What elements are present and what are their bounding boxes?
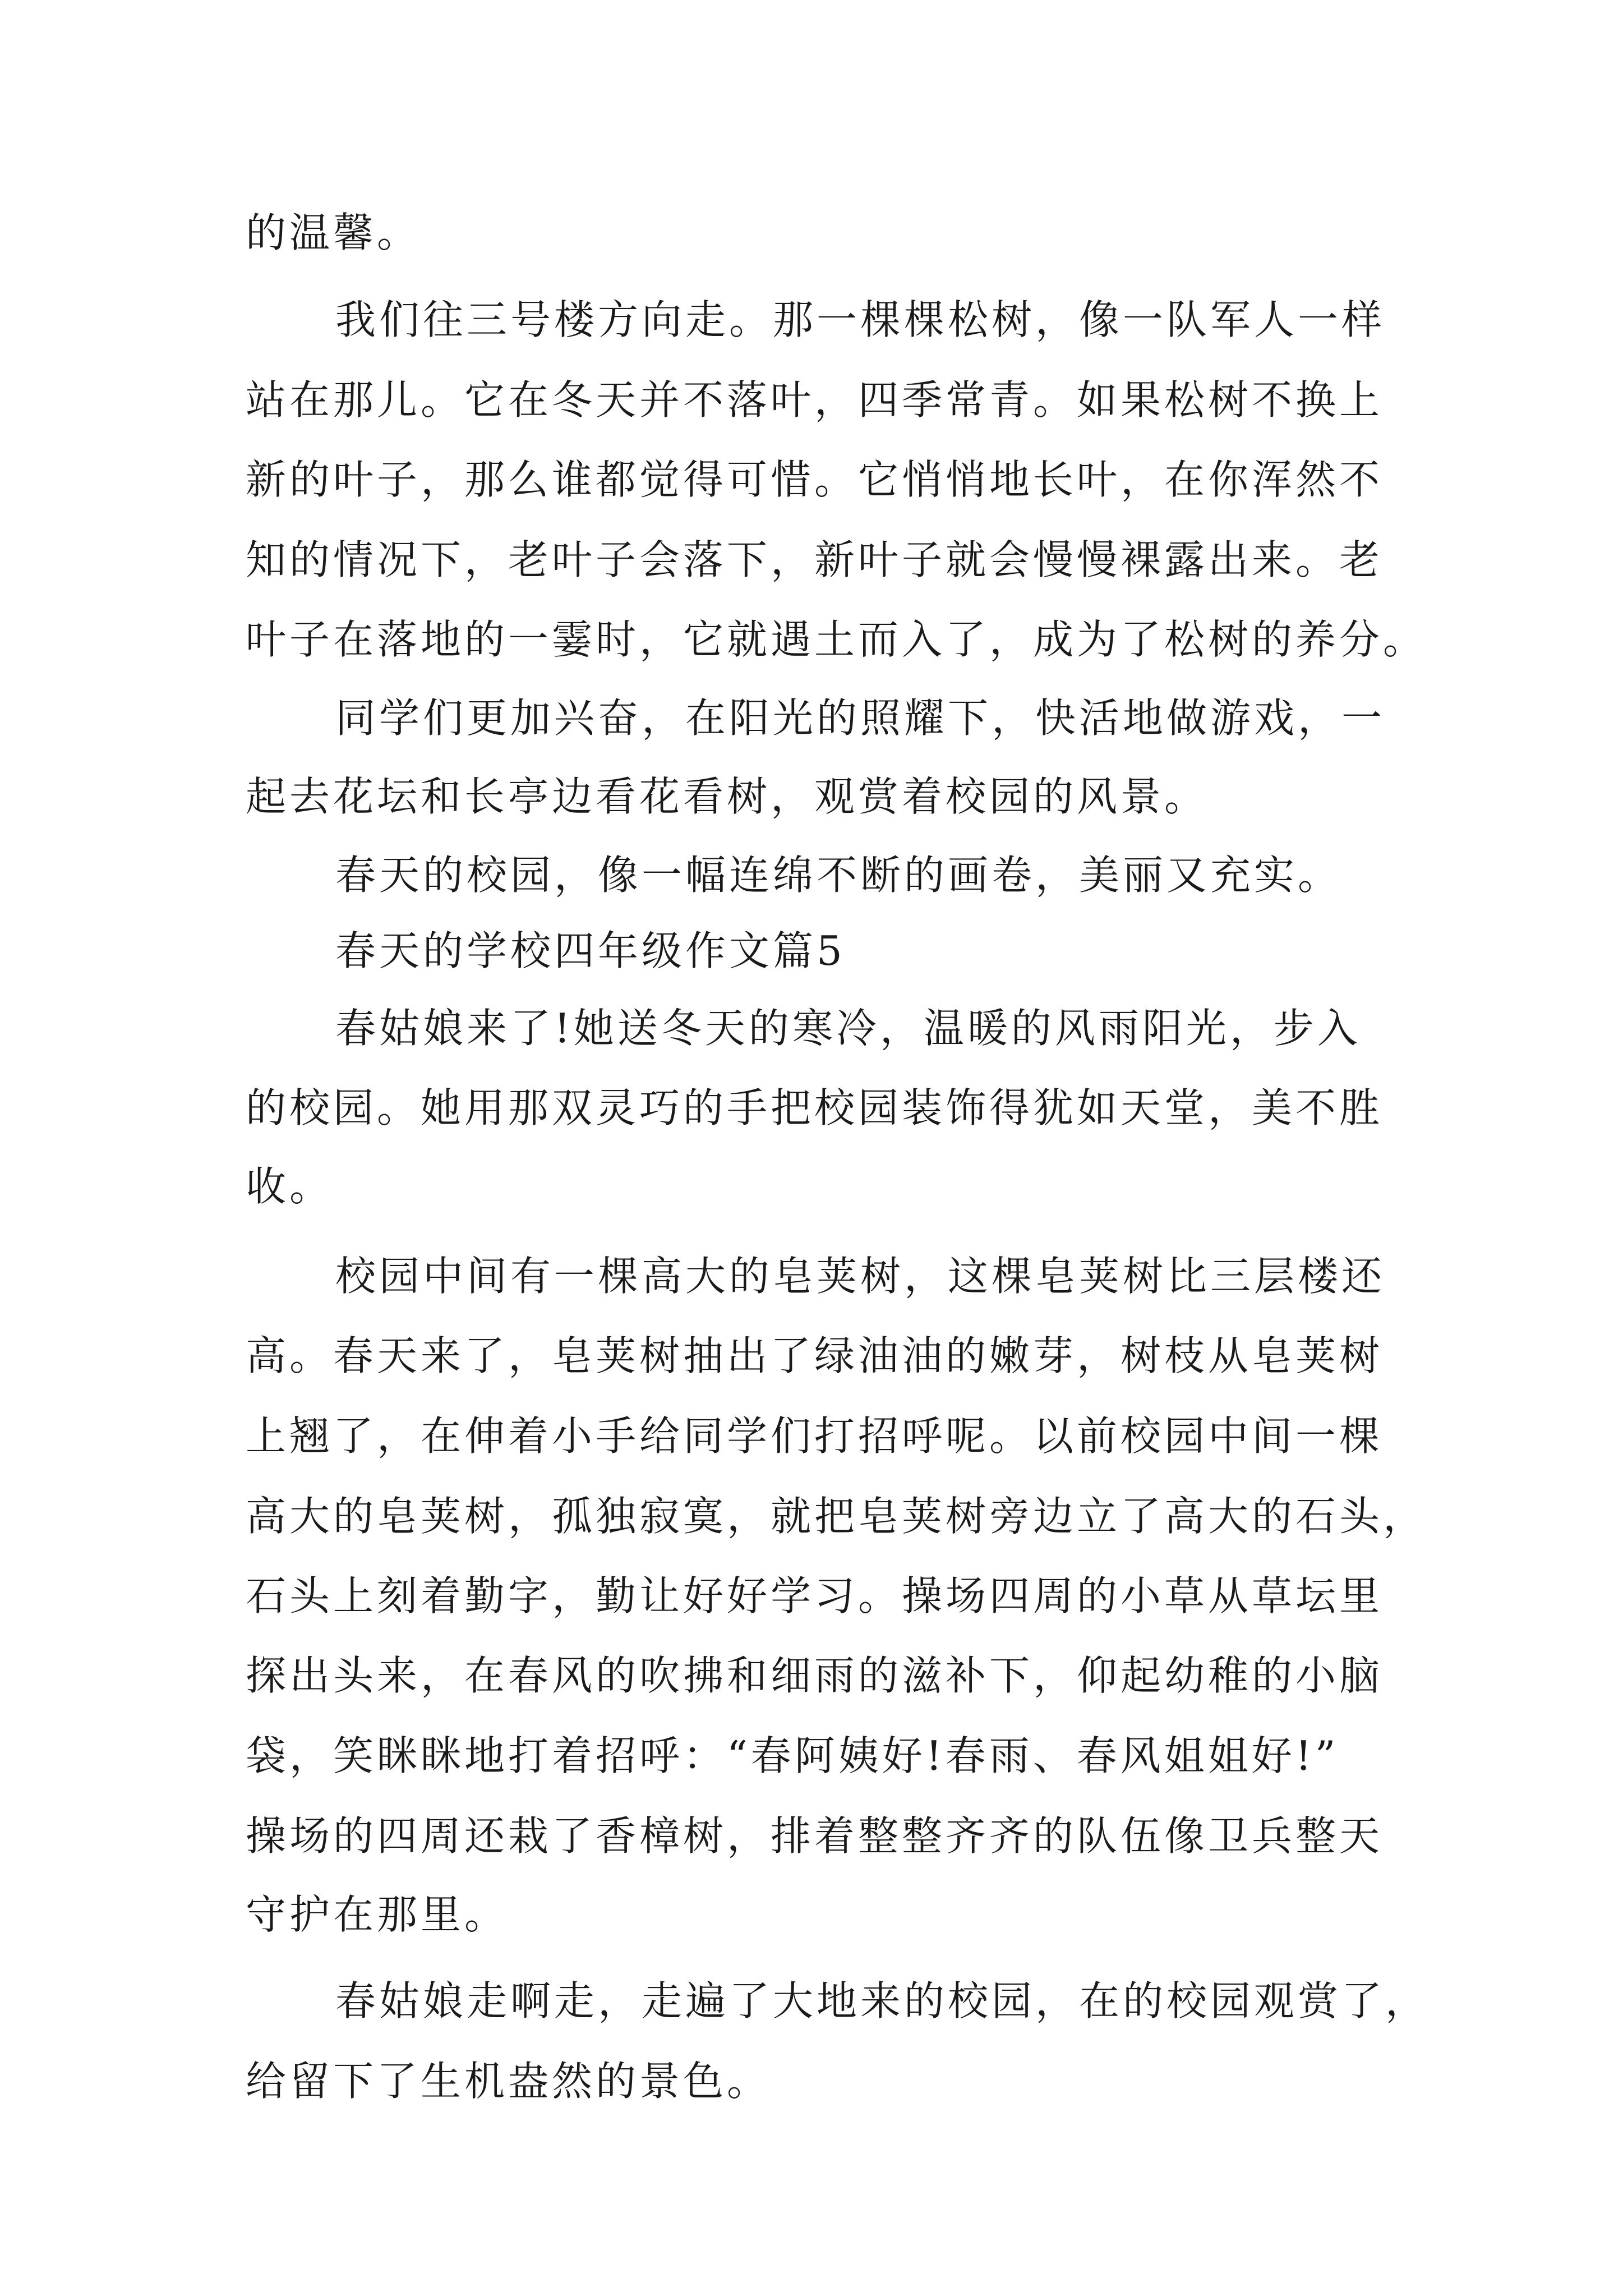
text-line-content: 的温馨。: [246, 209, 421, 256]
text-line: [0, 997, 1623, 1059]
text-line: [0, 1884, 1623, 1945]
text-line: [0, 449, 1623, 510]
text-line: [0, 1645, 1623, 1706]
text-line-content: 石头上刻着勤字，勤让好好学习。操场四周的小草从草坛里: [246, 1572, 1384, 1619]
section-heading: [0, 920, 1623, 982]
text-line: [0, 202, 1623, 264]
text-line: [0, 844, 1623, 906]
text-line: [0, 1156, 1623, 1217]
text-line: [0, 1077, 1623, 1139]
text-line-content: 高大的皂荚树，孤独寂寞，就把皂荚树旁边立了高大的石头，: [246, 1493, 1427, 1540]
section-heading-text: 春天的学校四年级作文篇5: [335, 927, 846, 974]
text-line: [0, 529, 1623, 591]
text-line-content: 春天的校园，像一幅连绵不断的画卷，美丽又充实。: [335, 852, 1342, 899]
text-line-content: 站在那儿。它在冬天并不落叶，四季常青。如果松树不换上: [246, 376, 1384, 424]
text-line-content: 春姑娘来了!她送冬天的寒冷，温暖的风雨阳光，步入: [335, 1005, 1361, 1052]
text-line-content: 操场的四周还栽了香樟树，排着整整齐齐的队伍像卫兵整天: [246, 1812, 1384, 1860]
text-line-content: 新的叶子，那么谁都觉得可惜。它悄悄地长叶，在你浑然不: [246, 456, 1384, 503]
text-line-content: 上翘了，在伸着小手给同学们打招呼呢。以前校园中间一棵: [246, 1412, 1384, 1460]
text-line-content: 起去花坛和长亭边看花看树，观赏着校园的风景。: [246, 773, 1209, 820]
text-line: [0, 687, 1623, 749]
text-line-content: 春姑娘走啊走，走遍了大地来的校园，在的校园观赏了，: [335, 1977, 1430, 2024]
text-line-content: 收。: [246, 1163, 334, 1210]
text-line-content: 探出头来，在春风的吹拂和细雨的滋补下，仰起幼稚的小脑: [246, 1652, 1384, 1699]
text-line: [0, 766, 1623, 827]
text-line: [0, 1725, 1623, 1787]
text-line: [0, 2050, 1623, 2112]
text-line: [0, 369, 1623, 431]
text-line-content: 我们往三号楼方向走。那一棵棵松树，像一队军人一样: [335, 296, 1386, 343]
text-line: [0, 1245, 1623, 1307]
text-line-content: 的校园。她用那双灵巧的手把校园装饰得犹如天堂，美不胜: [246, 1084, 1384, 1131]
text-line-content: 袋，笑眯眯地打着招呼：“春阿姨好!春雨、春风姐姐好!”: [246, 1732, 1339, 1779]
text-line: [0, 1325, 1623, 1387]
text-line-content: 守护在那里。: [246, 1891, 509, 1938]
text-line: [0, 1565, 1623, 1627]
text-line-content: 叶子在落地的一霎时，它就遇土而入了，成为了松树的养分。: [246, 616, 1427, 663]
text-line: [0, 609, 1623, 670]
text-line: [0, 1805, 1623, 1867]
text-line: [0, 289, 1623, 351]
text-line-content: 给留下了生机盎然的景色。: [246, 2058, 771, 2105]
text-line: [0, 1405, 1623, 1467]
text-line-content: 高。春天来了，皂荚树抽出了绿油油的嫩芽，树枝从皂荚树: [246, 1332, 1384, 1379]
text-line-content: 同学们更加兴奋，在阳光的照耀下，快活地做游戏，一: [335, 694, 1386, 742]
text-line-content: 校园中间有一棵高大的皂荚树，这棵皂荚树比三层楼还: [335, 1253, 1386, 1300]
text-line: [0, 1970, 1623, 2032]
text-line: [0, 1485, 1623, 1547]
text-line-content: 知的情况下，老叶子会落下，新叶子就会慢慢裸露出来。老: [246, 536, 1384, 583]
